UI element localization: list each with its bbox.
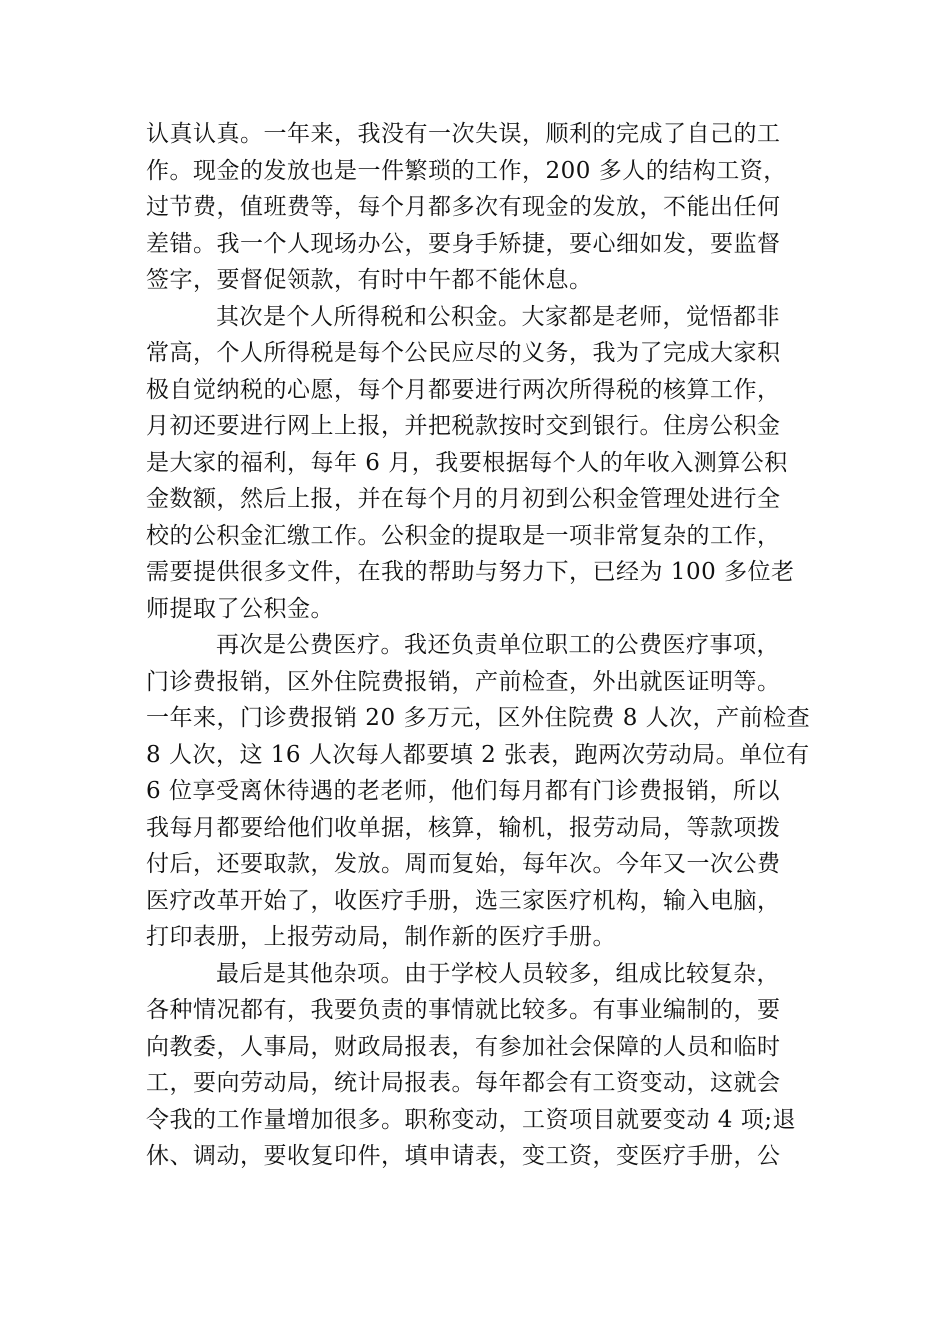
text-line: 是大家的福利，每年 6 月，我要根据每个人的年收入测算公积 [146,449,788,476]
paragraph-4 [146,956,806,1175]
text-line: 最后是其他杂项。由于学校人员较多，组成比较复杂， [216,960,780,987]
text-line: 极自觉纳税的心愿，每个月都要进行两次所得税的核算工作， [146,376,781,403]
text-line: 休、调动，要收复印件，填申请表，变工资，变医疗手册，公 [146,1143,781,1169]
paragraph-2 [146,299,806,628]
text-line: 打印表册，上报劳动局，制作新的医疗手册。 [146,924,616,950]
text-line: 常高，个人所得税是每个公民应尽的义务，我为了完成大家积 [146,340,781,366]
text-line: 各种情况都有，我要负责的事情就比较多。有事业编制的，要 [146,997,781,1023]
text-line: 医疗改革开始了，收医疗手册，选三家医疗机构，输入电脑， [146,887,781,914]
text-line: 我每月都要给他们收单据，核算，输机，报劳动局，等款项拨 [146,814,781,841]
text-line: 认真认真。一年来，我没有一次失误，顺利的完成了自己的工 [146,121,781,147]
text-line: 门诊费报销，区外住院费报销，产前检查，外出就医证明等。 [146,668,781,695]
paragraph-3 [146,627,811,956]
text-line: 付后，还要取款，发放。周而复始，每年次。今年又一次公费 [146,851,781,877]
text-line: 其次是个人所得税和公积金。大家都是老师，觉悟都非 [216,303,780,330]
text-line: 校的公积金汇缴工作。公积金的提取是一项非常复杂的工作， [146,522,781,549]
text-line: 一年来，门诊费报销 20 多万元，区外住院费 8 人次，产前检查 [146,705,811,731]
text-line: 8 人次，这 16 人次每人都要填 2 张表，跑两次劳动局。单位有 [146,741,810,768]
text-line: 月初还要进行网上上报，并把税款按时交到银行。住房公积金 [146,413,781,439]
text-line: 过节费，值班费等，每个月都多次有现金的发放，不能出任何 [146,194,781,220]
text-line: 作。现金的发放也是一件繁琐的工作，200 多人的结构工资， [146,157,787,184]
text-line: 工，要向劳动局，统计局报表。每年都会有工资变动，这就会 [146,1070,781,1096]
text-line: 需要提供很多文件，在我的帮助与努力下，已经为 100 多位老 [146,559,795,585]
text-line: 师提取了公积金。 [146,595,334,622]
text-line: 6 位享受离休待遇的老老师，他们每月都有门诊费报销，所以 [146,778,780,804]
document-body [146,116,811,1175]
text-line: 金数额，然后上报，并在每个月的月初到公积金管理处进行全 [146,486,781,512]
text-line: 再次是公费医疗。我还负责单位职工的公费医疗事项， [216,632,780,658]
text-line: 签字，要督促领款，有时中午都不能休息。 [146,267,593,293]
text-line: 向教委，人事局，财政局报表，有参加社会保障的人员和临时 [146,1033,781,1060]
text-line: 令我的工作量增加很多。职称变动，工资项目就要变动 4 项;退 [146,1106,797,1133]
paragraph-1 [146,116,806,299]
text-line: 差错。我一个人现场办公，要身手矫捷，要心细如发，要监督 [146,230,781,257]
